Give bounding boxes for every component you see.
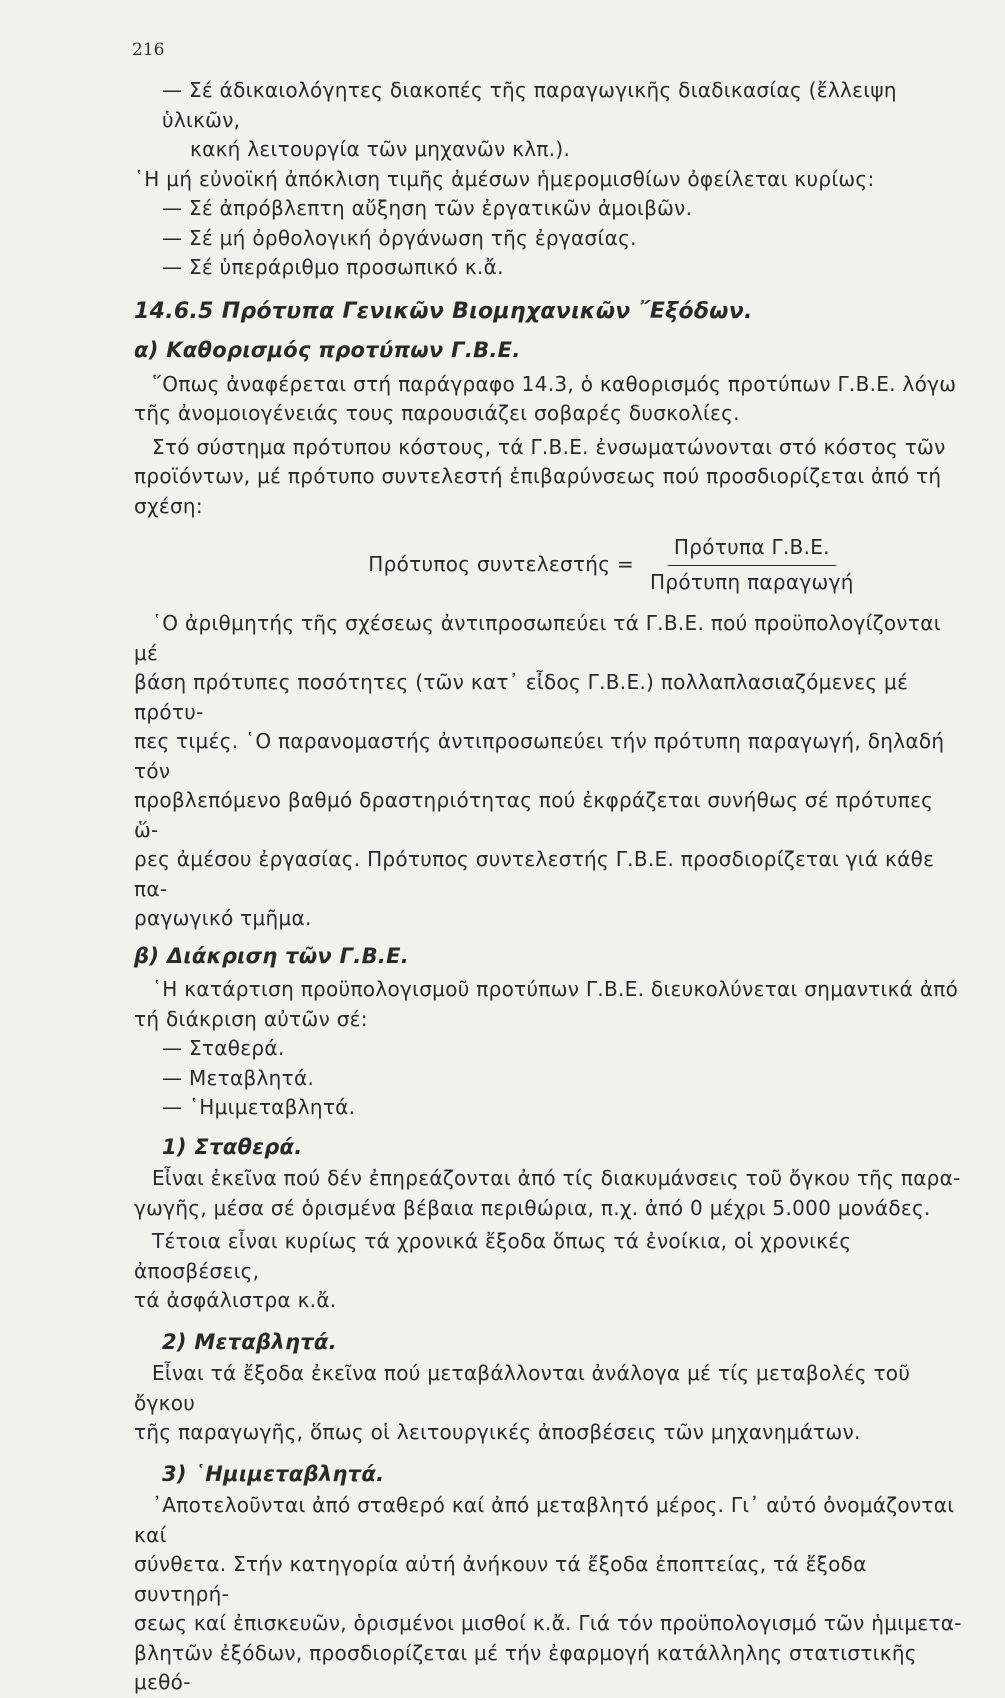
- list-item-continuation: κακή λειτουργία τῶν μηχανῶν κλπ.).: [190, 137, 571, 161]
- paragraph-line: πες τιμές. ῾Ο παρανομαστής ἀντιπροσωπεύει τήν πρότυπη παραγωγή, δηλαδή τόν: [134, 729, 945, 783]
- paragraph-line: Εἶναι τά ἔξοδα ἐκεῖνα πού μεταβάλλονται ἀνάλογα μέ τίς μεταβολές τοῦ ὄγκου: [134, 1361, 911, 1415]
- paragraph-line: Εἶναι ἐκεῖνα πού δέν ἐπηρεάζονται ἀπό τίς διακυμάνσεις τοῦ ὄγκου τῆς παρα-: [152, 1166, 961, 1190]
- paragraph-line: ῾Η κατάρτιση προϋπολογισμοῦ προτύπων Γ.Β.Ε. διευκολύνεται σημαντικά ἀπό: [152, 977, 959, 1001]
- list-item: — Σέ άδικαιολόγητες διακοπές τῆς παραγωγικῆς διαδικασίας (ἔλλειψη ὑλικῶν,: [162, 78, 897, 132]
- list-item: — ῾Ημιμεταβλητά.: [162, 1095, 356, 1119]
- paragraph-line: ῞Οπως ἀναφέρεται στή παράγραφο 14.3, ὁ καθορισμός προτύπων Γ.Β.Ε. λόγω: [152, 371, 957, 396]
- paragraph-line: τά ἀσφάλιστρα κ.ἄ.: [134, 1288, 337, 1312]
- subsection-title-2: 2) Μεταβλητά.: [162, 1329, 337, 1354]
- paragraph-line: ᾿Αποτελοῦνται ἀπό σταθερό καί ἀπό μεταβλητό μέρος. Γι᾿ αὐτό ὀνομάζονται καί: [134, 1493, 955, 1547]
- page-number: 216: [132, 40, 165, 60]
- paragraph-line: προβλεπόμενο βαθμό δραστηριότητας πού ἐκφράζεται συνήθως σέ πρότυπες ὥ-: [134, 788, 934, 842]
- paragraph-line: τή διάκριση αὐτῶν σέ:: [134, 1006, 368, 1031]
- list-item: — Σέ ὑπεράριθμο προσωπικό κ.ἄ.: [162, 255, 504, 279]
- paragraph-line: βλητῶν ἐξόδων, προσδιορίζεται μέ τήν ἐφαρμογή κατάλληλης στατιστικῆς μεθό-: [134, 1640, 917, 1694]
- paragraph-line: Στό σύστημα πρότυπου κόστους, τά Γ.Β.Ε. ἐνσωματώνονται στό κόστος τῶν: [152, 434, 946, 459]
- paragraph-line: τῆς παραγωγῆς, ὅπως οἱ λειτουργικές ἀποσβέσεις τῶν μηχανημάτων.: [134, 1420, 861, 1444]
- list-item: — Σέ ἀπρόβλεπτη αὔξηση τῶν ἐργατικῶν ἀμοιβῶν.: [162, 196, 693, 220]
- paragraph-line: γωγῆς, μέσα σέ ὁρισμένα βέβαια περιθώρια, π.χ. ἀπό 0 μέχρι 5.000 μονάδες.: [134, 1195, 931, 1220]
- formula: [264, 533, 964, 597]
- paragraph-line: σύνθετα. Στήν κατηγορία αὐτή ἀνήκουν τά ἔξοδα ἐποπτείας, τά ἔξοδα συντηρή-: [134, 1552, 867, 1606]
- intro-line: ῾Η μή εὐνοϊκή ἀπόκλιση τιμῆς ἀμέσων ἡμερομισθίων ὀφείλεται κυρίως:: [134, 166, 875, 191]
- paragraph-line: τῆς ἀνομοιογένειάς τους παρουσιάζει σοβαρές δυσκολίες.: [134, 401, 740, 425]
- paragraph-line: ῾Ο ἀριθμητής τῆς σχέσεως ἀντιπροσωπεύει τά Γ.Β.Ε. πού προϋπολογίζονται μέ: [134, 611, 941, 665]
- list-item: — Σταθερά.: [162, 1036, 285, 1060]
- paragraph-line: σεως καί ἐπισκευῶν, ὁρισμένοι μισθοί κ.ἄ. Γιά τόν προϋπολογισμό τῶν ἡμιμετα-: [134, 1611, 962, 1635]
- formula-denominator: Πρότυπη παραγωγή: [650, 569, 854, 594]
- paragraph-line: σχέση:: [134, 493, 203, 518]
- paragraph-line: βάση πρότυπες ποσότητες (τῶν κατ᾿ εἶδος Γ.Β.Ε.) πολλαπλασιαζόμενες μέ πρότυ-: [134, 670, 909, 724]
- formula-fraction: [644, 533, 860, 597]
- subsection-title-a: α) Καθορισμός προτύπων Γ.Β.Ε.: [134, 338, 521, 362]
- paragraph-line: ραγωγικό τμῆμα.: [134, 906, 312, 930]
- paragraph-line: προϊόντων, μέ πρότυπο συντελεστή ἐπιβαρύνσεως πού προσδιορίζεται ἀπό τή: [134, 464, 942, 488]
- paragraph-line: Τέτοια εἶναι κυρίως τά χρονικά ἔξοδα ὅπως τά ἐνοίκια, οἱ χρονικές ἀποσβέσεις,: [134, 1229, 852, 1283]
- formula-numerator: Πρότυπα Γ.Β.Ε.: [668, 533, 836, 566]
- section-title: 14.6.5 Πρότυπα Γενικῶν Βιομηχανικῶν ῎Εξόδων.: [134, 298, 753, 324]
- paragraph-line: ρες ἀμέσου ἐργασίας. Πρότυπος συντελεστής Γ.Β.Ε. προσδιορίζεται γιά κάθε πα-: [134, 847, 935, 901]
- subsection-title-1: 1) Σταθερά.: [162, 1134, 303, 1159]
- subsection-title-3: 3) ῾Ημιμεταβλητά.: [162, 1461, 385, 1486]
- page-content: [134, 76, 964, 1698]
- subsection-title-b: β) Διάκριση τῶν Γ.Β.Ε.: [134, 943, 410, 968]
- formula-lhs: Πρότυπος συντελεστής =: [368, 552, 635, 577]
- list-item: — Μεταβλητά.: [162, 1065, 315, 1090]
- list-item: — Σέ μή ὀρθολογική ὀργάνωση τῆς ἐργασίας.: [162, 225, 637, 250]
